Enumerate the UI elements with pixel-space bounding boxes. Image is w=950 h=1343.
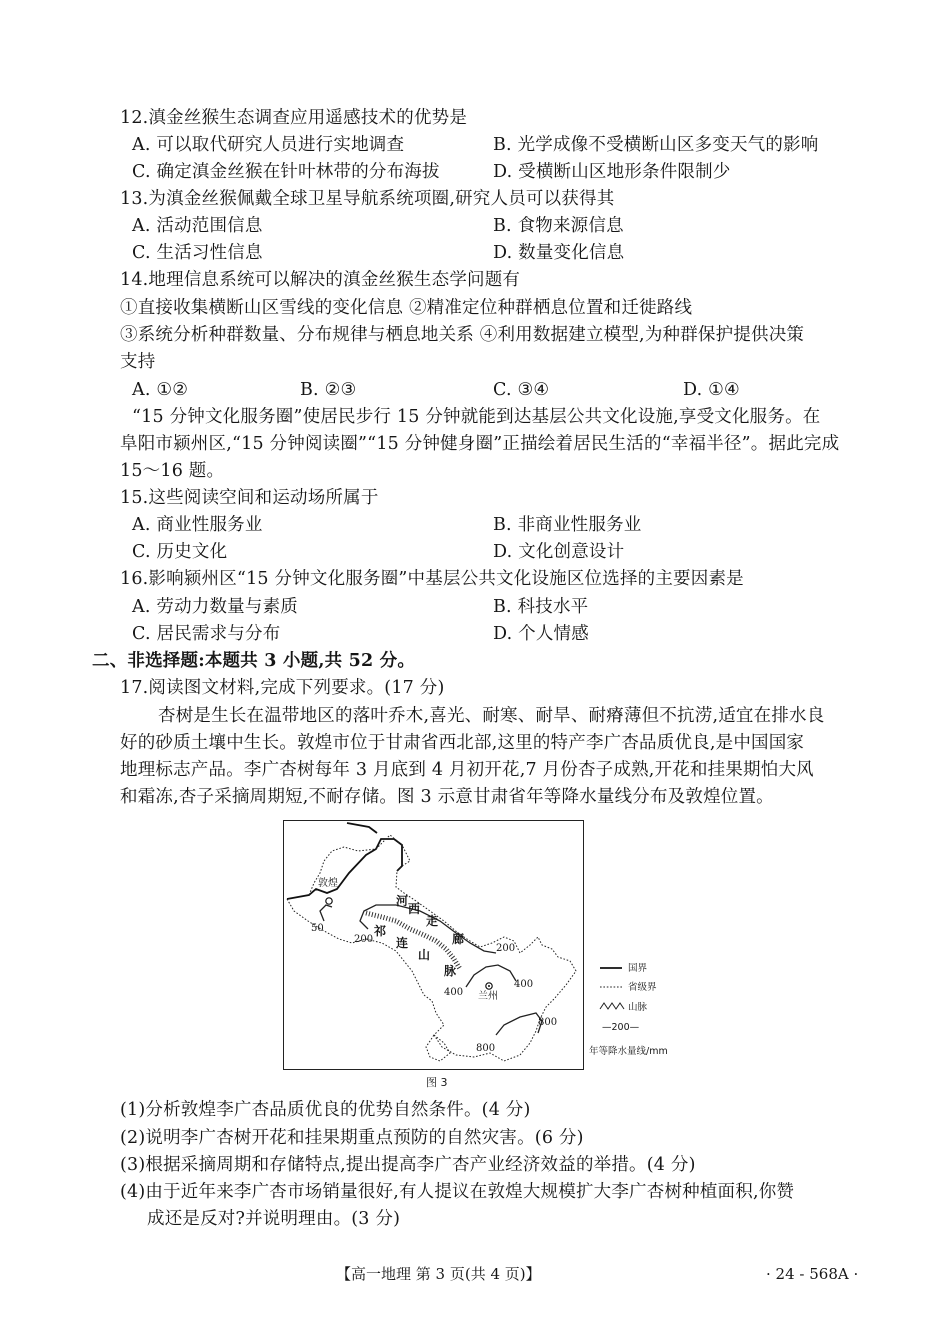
q15-option-c: C. 历史文化 — [132, 542, 228, 562]
q16-option-a: A. 劳动力数量与素质 — [132, 597, 298, 617]
q12-option-a: A. 可以取代研究人员进行实地调查 — [132, 135, 405, 155]
legend-iso-sample: —200— — [602, 1022, 640, 1033]
q14-statements-1-2: ①直接收集横断山区雪线的变化信息 ②精准定位种群栖息位置和迁徙路线 — [120, 298, 693, 318]
q17-sub-4-line-2: 成还是反对?并说明理由。(3 分) — [147, 1209, 401, 1229]
q16-stem: 16.影响颍州区“15 分钟文化服务圈”中基层公共文化设施区位选择的主要因素是 — [120, 569, 744, 589]
q14-option-d: D. ①④ — [683, 380, 740, 400]
q12-stem: 12.滇金丝猴生态调查应用遥感技术的优势是 — [120, 108, 468, 128]
intro-line-1: “15 分钟文化服务圈”使居民步行 15 分钟就能到达基层公共文化设施,享受文化服务。在 — [132, 407, 821, 427]
isohyet-50 — [320, 905, 332, 921]
label-dunhuang: 敦煌 — [318, 878, 338, 889]
q15-option-b: B. 非商业性服务业 — [493, 515, 642, 535]
label-shan: 山 — [418, 948, 431, 962]
q17-sub-4-line-1: (4)由于近年来李广杏市场销量很好,有人提议在敦煌大规模扩大李广杏树种植面积,你赞 — [120, 1182, 795, 1202]
label-he: 河 — [396, 894, 409, 908]
q12-option-c: C. 确定滇金丝猴在针叶林带的分布海拔 — [132, 162, 440, 182]
legend-iso-value: 200 — [611, 1022, 630, 1033]
label-iso-200-a: 200 — [354, 934, 374, 945]
legend-iso-label: 年等降水量线/mm — [589, 1046, 668, 1057]
label-lanzhou: 兰州 — [478, 991, 498, 1002]
gansu-map — [284, 821, 582, 1068]
q14-option-c: C. ③④ — [493, 380, 550, 400]
q16-option-c: C. 居民需求与分布 — [132, 624, 281, 644]
q16-option-d: D. 个人情感 — [493, 624, 589, 644]
q14-statements-3-4: ③系统分析种群数量、分布规律与栖息地关系 ④利用数据建立模型,为种群保护提供决策 — [120, 325, 805, 345]
label-lian: 连 — [396, 936, 409, 950]
legend-border-label: 国界 — [628, 963, 648, 974]
q15-option-a: A. 商业性服务业 — [132, 515, 263, 535]
province-border — [287, 835, 576, 1061]
q17-para-line-2: 好的砂质土壤中生长。敦煌市位于甘肃省西北部,这里的特产李广杏品质优良,是中国国家 — [120, 733, 805, 753]
label-iso-400-a: 400 — [444, 987, 464, 998]
q13-option-b: B. 食物来源信息 — [493, 216, 624, 236]
legend-mountain-label: 山脉 — [628, 1002, 648, 1013]
q12-option-b: B. 光学成像不受横断山区多变天气的影响 — [493, 135, 819, 155]
q14-option-a: A. ①② — [132, 380, 189, 400]
label-iso-200-b: 200 — [496, 943, 516, 954]
label-iso-400-b: 400 — [514, 979, 534, 990]
q17-sub-3: (3)根据采摘周期和存储特点,提出提高李广杏产业经济效益的举措。(4 分) — [120, 1155, 696, 1175]
q17-para-line-3: 地理标志产品。李广杏树每年 3 月底到 4 月初开花,7 月份杏子成熟,开花和挂果期怕大风 — [120, 760, 814, 780]
q17-para-line-1: 杏树是生长在温带地区的落叶乔木,喜光、耐寒、耐旱、耐瘠薄但不抗涝,适宜在排水良 — [158, 706, 825, 726]
label-iso-50: 50 — [311, 923, 324, 934]
figure-caption: 图 3 — [426, 1076, 448, 1089]
legend-province-label: 省级界 — [628, 982, 657, 993]
qilian-mountains — [366, 913, 460, 969]
label-lang: 廊 — [452, 932, 465, 946]
q14-option-b: B. ②③ — [300, 380, 357, 400]
q15-stem: 15.这些阅读空间和运动场所属于 — [120, 488, 379, 508]
national-border-top — [347, 823, 377, 833]
q17-sub-2: (2)说明李广杏树开花和挂果期重点预防的自然灾害。(6 分) — [120, 1128, 584, 1148]
intro-line-2: 阜阳市颍州区,“15 分钟阅读圈”“15 分钟健身圈”正描绘着居民生活的“幸福半径”。据此完成 — [120, 434, 840, 454]
intro-line-3: 15～16 题。 — [120, 461, 225, 481]
q13-option-c: C. 生活习性信息 — [132, 243, 263, 263]
label-iso-800-b: 800 — [476, 1043, 496, 1054]
q12-option-d: D. 受横断山区地形条件限制少 — [493, 162, 731, 182]
legend-mountain-symbol — [600, 1003, 624, 1009]
q16-option-b: B. 科技水平 — [493, 597, 589, 617]
q14-stem: 14.地理信息系统可以解决的滇金丝猴生态学问题有 — [120, 270, 521, 290]
dunhuang-marker — [326, 898, 332, 904]
q13-option-a: A. 活动范围信息 — [132, 216, 263, 236]
map-figure — [283, 820, 584, 1070]
q13-option-d: D. 数量变化信息 — [493, 243, 625, 263]
label-iso-800-a: 800 — [538, 1017, 558, 1028]
q17-sub-1: (1)分析敦煌李广杏品质优良的优势自然条件。(4 分) — [120, 1100, 531, 1120]
label-qi: 祁 — [374, 924, 387, 938]
page-footer: 【高一地理 第 3 页(共 4 页)】 — [336, 1265, 541, 1283]
section-heading: 二、非选择题:本题共 3 小题,共 52 分。 — [92, 651, 416, 671]
q17-stem: 17.阅读图文材料,完成下列要求。(17 分) — [120, 678, 445, 698]
q14-statement-4-cont: 支持 — [120, 352, 156, 372]
province-border-south — [426, 1035, 450, 1061]
q13-stem: 13.为滇金丝猴佩戴全球卫星导航系统项圈,研究人员可以获得其 — [120, 189, 615, 209]
label-zou: 走 — [426, 914, 439, 928]
q17-para-line-4: 和霜冻,杏子采摘周期短,不耐存储。图 3 示意甘肃省年等降水量线分布及敦煌位置。 — [120, 787, 774, 807]
page-code: · 24 - 568A · — [766, 1265, 859, 1283]
label-mai: 脉 — [444, 964, 457, 978]
label-xi: 西 — [408, 902, 421, 916]
national-border — [287, 839, 402, 899]
q15-option-d: D. 文化创意设计 — [493, 542, 625, 562]
